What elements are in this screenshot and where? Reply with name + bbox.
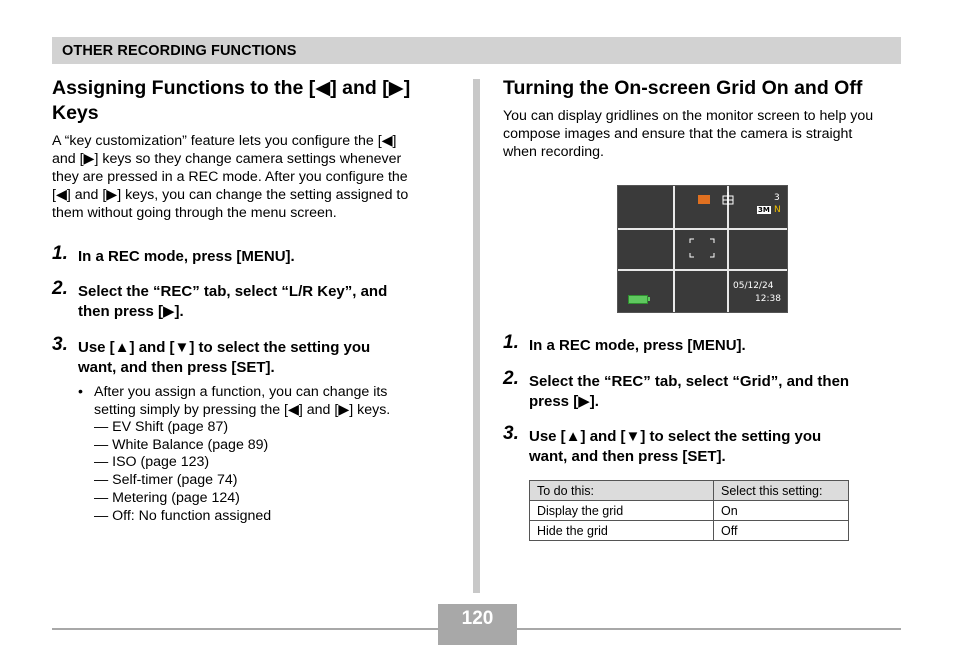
left-section-title: Assigning Functions to the [◀] and [▶] Keys bbox=[52, 77, 411, 124]
table-header-row bbox=[530, 481, 849, 501]
intro-line: and [▶] keys so they change camera settings whenever bbox=[52, 151, 402, 167]
grid-line bbox=[618, 269, 787, 271]
step-text bbox=[78, 247, 458, 267]
grid-line bbox=[673, 186, 675, 312]
step-number: 3. bbox=[503, 423, 519, 444]
grid-setting-table bbox=[529, 480, 849, 541]
grid-display-icon bbox=[722, 192, 734, 205]
step-text bbox=[529, 372, 909, 412]
step-number: 1. bbox=[52, 243, 68, 264]
step-number: 2. bbox=[503, 368, 519, 389]
focus-frame-icon bbox=[689, 238, 715, 258]
intro-line: compose images and ensure that the camera is straight bbox=[503, 126, 853, 142]
option-item: — White Balance (page 89) bbox=[94, 436, 269, 453]
bullet-line: After you assign a function, you can change its bbox=[94, 384, 388, 400]
option-item: — Off: No function assigned bbox=[94, 507, 272, 524]
grid-line bbox=[618, 228, 787, 230]
section-header-bar bbox=[52, 37, 901, 64]
date-display: 05/12/24 bbox=[733, 281, 774, 291]
step-line: then press [▶]. bbox=[78, 303, 184, 320]
table-cell: Display the grid bbox=[530, 501, 714, 521]
quality-indicator: N bbox=[774, 205, 781, 215]
page-number-box bbox=[438, 604, 517, 645]
step-text bbox=[529, 336, 909, 356]
bullet-marker: • bbox=[78, 384, 83, 400]
left-column bbox=[52, 76, 447, 524]
intro-line: [◀] and [▶] keys, you can change the setting assigned to bbox=[52, 187, 409, 203]
option-item: — ISO (page 123) bbox=[94, 454, 210, 471]
intro-line: A “key customization” feature lets you configure the [◀] bbox=[52, 133, 397, 149]
step-line: In a REC mode, press [MENU]. bbox=[529, 337, 746, 354]
image-size-badge: 3M bbox=[758, 206, 770, 214]
flash-icon bbox=[698, 195, 710, 204]
battery-icon bbox=[628, 295, 648, 304]
table-cell: Hide the grid bbox=[530, 521, 714, 541]
option-item: — Metering (page 124) bbox=[94, 489, 240, 506]
right-section-title: Turning the On-screen Grid On and Off bbox=[503, 77, 863, 99]
bullet-line: setting simply by pressing the [◀] and [▶] keys. bbox=[94, 402, 391, 418]
bullet-item bbox=[78, 383, 448, 419]
step-line: In a REC mode, press [MENU]. bbox=[78, 248, 295, 265]
intro-line: when recording. bbox=[503, 144, 604, 160]
step-line: Use [▲] and [▼] to select the setting you bbox=[78, 339, 371, 356]
left-intro bbox=[52, 132, 447, 222]
assign-note bbox=[78, 383, 448, 525]
step-line: want, and then press [SET]. bbox=[529, 448, 726, 465]
battery-tip-icon bbox=[648, 297, 650, 301]
intro-line: them without going through the menu screen. bbox=[52, 205, 337, 221]
step-line: press [▶]. bbox=[529, 393, 599, 410]
step-line: Select the “REC” tab, select “L/R Key”, and bbox=[78, 283, 388, 300]
step-number: 2. bbox=[52, 278, 68, 299]
camera-monitor-illustration bbox=[617, 185, 788, 313]
section-label: OTHER RECORDING FUNCTIONS bbox=[62, 43, 297, 59]
table-header-cell: Select this setting: bbox=[714, 481, 849, 501]
column-divider bbox=[473, 79, 480, 593]
intro-line: You can display gridlines on the monitor screen to help you bbox=[503, 108, 874, 124]
step-text bbox=[78, 338, 458, 378]
step-line: want, and then press [SET]. bbox=[78, 359, 275, 376]
table-cell: On bbox=[714, 501, 849, 521]
shots-remaining: 3 bbox=[774, 193, 780, 203]
option-item: — EV Shift (page 87) bbox=[94, 419, 229, 435]
step-number: 3. bbox=[52, 334, 68, 355]
step-text bbox=[78, 282, 458, 322]
step-text bbox=[529, 427, 909, 467]
step-line: Select the “REC” tab, select “Grid”, and then bbox=[529, 373, 850, 390]
right-intro bbox=[503, 107, 908, 161]
table-header-cell: To do this: bbox=[530, 481, 714, 501]
step-number: 1. bbox=[503, 332, 519, 353]
page-number: 120 bbox=[461, 608, 494, 629]
table-cell: Off bbox=[714, 521, 849, 541]
option-item: — Self-timer (page 74) bbox=[94, 472, 238, 489]
table-row bbox=[530, 501, 849, 521]
time-display: 12:38 bbox=[755, 294, 781, 304]
step-line: Use [▲] and [▼] to select the setting you bbox=[529, 428, 822, 445]
table-row bbox=[530, 521, 849, 541]
intro-line: they are pressed in a REC mode. After you configure the bbox=[52, 169, 408, 185]
